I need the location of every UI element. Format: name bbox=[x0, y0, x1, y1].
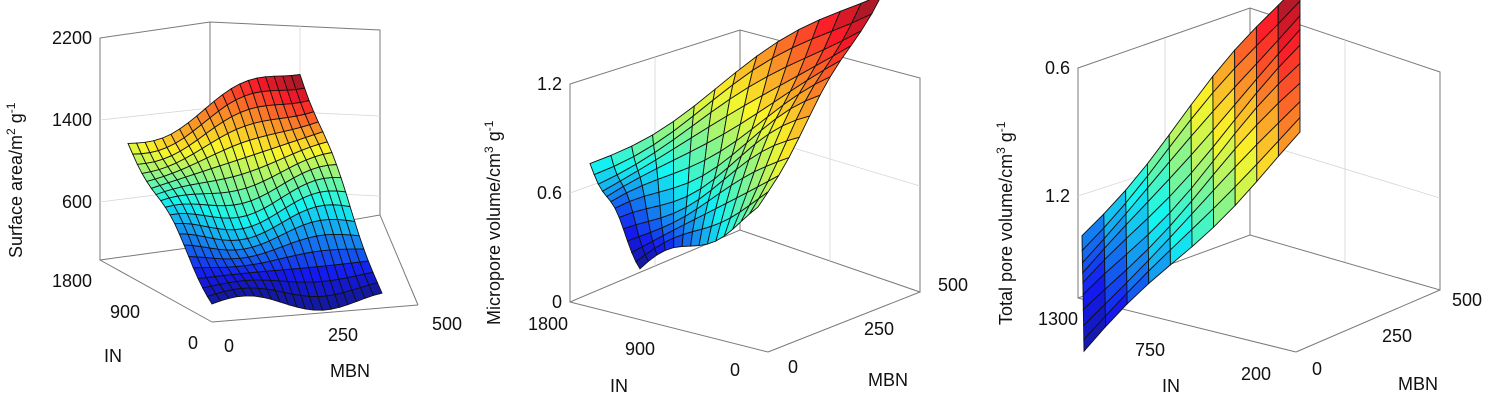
z-tick-0.6: 0.6 bbox=[536, 183, 562, 203]
x-tick-0: 0 bbox=[1312, 359, 1323, 379]
z-tick-1.2: 1.2 bbox=[1044, 186, 1070, 206]
x-tick-250: 250 bbox=[1382, 326, 1413, 346]
y-tick-900: 900 bbox=[109, 302, 140, 322]
z-tick-0: 0 bbox=[551, 292, 562, 312]
y-tick-1800: 1800 bbox=[527, 314, 569, 334]
y-axis-label: IN bbox=[104, 346, 122, 366]
x-axis-label: MBN bbox=[1398, 374, 1438, 394]
z-tick-0.6: 0.6 bbox=[1044, 58, 1070, 78]
y-tick-750: 750 bbox=[1134, 340, 1166, 360]
surface-mesh-micropore-volume bbox=[590, 0, 882, 269]
surface-mesh-surface-area bbox=[128, 75, 382, 311]
panel-micropore-volume bbox=[482, 0, 968, 396]
x-axis-label: MBN bbox=[868, 370, 908, 390]
y-tick-0: 0 bbox=[729, 360, 741, 380]
y-axis-label: IN bbox=[610, 376, 628, 396]
z-tick-1.2: 1.2 bbox=[536, 74, 562, 94]
y-tick-900: 900 bbox=[624, 339, 656, 359]
x-tick-500: 500 bbox=[1452, 290, 1483, 310]
panel-total-pore-volume bbox=[994, 0, 1482, 396]
z-tick-2200: 2200 bbox=[51, 28, 92, 48]
y-tick-200: 200 bbox=[1240, 364, 1272, 384]
x-axis-label: MBN bbox=[330, 361, 370, 381]
z-tick-600: 600 bbox=[61, 192, 92, 212]
panel-surface-area bbox=[4, 22, 462, 381]
surface-mesh-total-pore-volume bbox=[1082, 0, 1300, 351]
x-tick-500: 500 bbox=[432, 314, 463, 334]
z-tick-1400: 1400 bbox=[51, 110, 92, 130]
y-tick-0: 0 bbox=[187, 333, 198, 353]
x-tick-250: 250 bbox=[864, 319, 895, 339]
y-axis-label: IN bbox=[1162, 376, 1180, 396]
x-tick-0: 0 bbox=[788, 357, 799, 377]
z-axis-label: Surface area/$m^2$ $g^{-1}$ bbox=[4, 102, 26, 258]
x-tick-250: 250 bbox=[328, 325, 359, 345]
x-tick-0: 0 bbox=[224, 336, 235, 356]
z-axis-label: Total pore volume/$cm^3$ $g^{-1}$ bbox=[994, 121, 1016, 325]
z-axis-label: Micropore volume/$cm^3$ $g^{-1}$ bbox=[482, 120, 504, 325]
y-tick-1300: 1300 bbox=[1037, 309, 1079, 329]
x-tick-500: 500 bbox=[938, 275, 969, 295]
y-tick-1800: 1800 bbox=[51, 271, 92, 291]
